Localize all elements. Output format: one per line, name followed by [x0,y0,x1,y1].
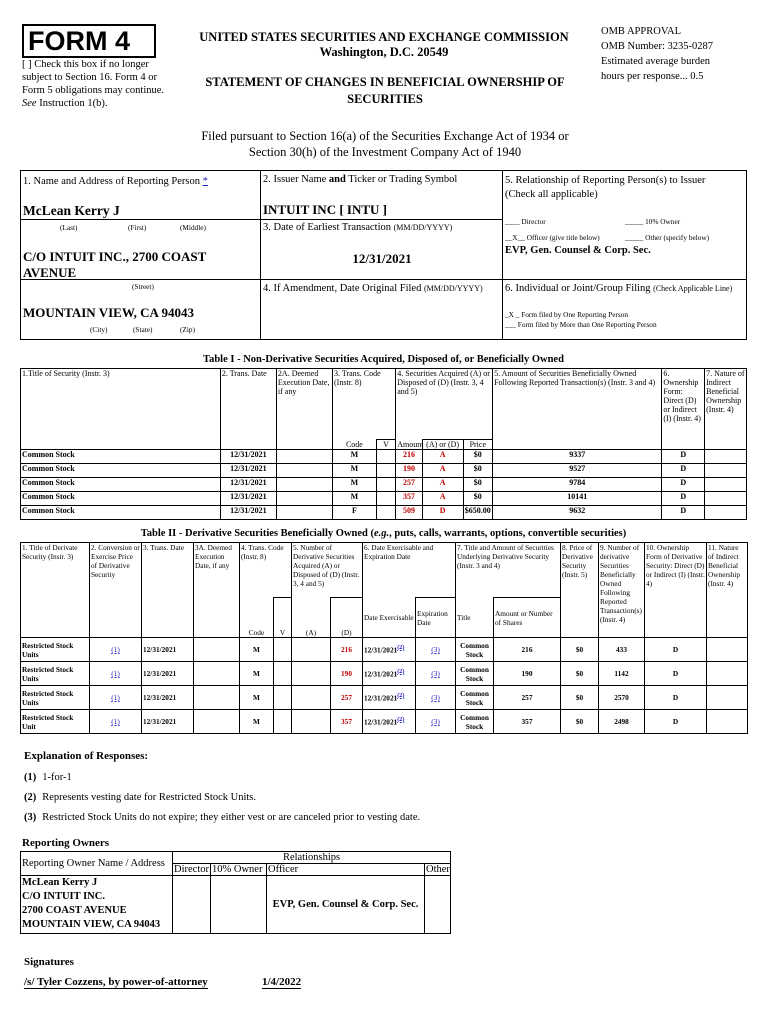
t1-v: V [376,440,395,450]
t1-cell-price: $650.00 [463,506,493,520]
t1-cell-code: M [333,492,377,506]
filed-pursuant [100,128,670,160]
t2-cell-form: D [645,662,707,686]
owner-officer-value: EVP, Gen. Counsel & Corp. Sec. [267,876,425,934]
t2-cell-empty [274,686,292,710]
t2-ex-date: 12/31/2021 [364,645,398,655]
filed-one: _X _ Form filed by One Reporting Person [505,310,629,319]
table1-row [21,450,747,464]
t2-d: (D) [331,598,363,638]
t2-cell-owned: 2570 [599,686,645,710]
t2-cell-fn[interactable]: (1) [90,638,142,662]
t2-cell-empty [707,686,748,710]
label-last: (Last) [60,223,78,232]
t2-h11: 11. Nature of Indirect Beneficial Ownership (Instr. 4) [707,543,748,638]
table2-row [21,710,748,734]
explanation-item [24,788,420,808]
t2-cell-date: 12/31/2021 [142,710,194,734]
label-city: (City) [90,325,108,334]
t2-a: (A) [292,598,331,638]
t1-cell-date: 12/31/2021 [220,506,276,520]
see-word: See [22,98,37,109]
t2-h2: 2. Conversion or Exercise Price of Derivative Security [90,543,142,638]
t1-cell-date: 12/31/2021 [220,464,276,478]
t2-cell-d: 190 [331,662,363,686]
t1-cell-price: $0 [463,450,493,464]
t1-code: Code [333,440,377,450]
t2-cell-price: $0 [561,638,599,662]
t2-cell-fn[interactable]: (1) [90,686,142,710]
t2-cell-form: D [645,638,707,662]
t1-cell-ad: A [422,464,463,478]
t1-cell-price: $0 [463,492,493,506]
explanation-item [24,808,420,828]
asterisk-link[interactable]: * [202,176,208,187]
t1-cell-title: Common Stock [21,464,221,478]
t1-cell-form: D [662,506,705,520]
t2-cell-utitle: Common Stock [456,662,494,686]
ten-pct-line: _____ 10% Owner [625,217,681,226]
t2-cell-form: D [645,710,707,734]
t1-cell-owned: 9337 [493,450,662,464]
t1-cell-code: F [333,506,377,520]
explanation-heading: Explanation of Responses: [24,750,149,762]
t1-h7: 7. Nature of Indirect Beneficial Ownership (Instr. 4) [705,369,747,450]
label-street: (Street) [132,282,154,291]
t2-h3: 3. Trans. Date [142,543,194,638]
t2-amount: Amount or Number of Shares [494,598,561,638]
filed-line-1: Filed pursuant to Section 16(a) of the Securities Exchange Act of 1934 or [201,129,569,143]
signature-value: /s/ Tyler Cozzens, by power-of-attorney [24,976,208,988]
t2-h1: 1. Title of Derivate Security (Instr. 3) [21,543,90,638]
t2-h3a: 3A. Deemed Execution Date, if any [194,543,240,638]
officer-line: __X__ Officer (give title below) [505,233,600,242]
officer-title: EVP, Gen. Counsel & Corp. Sec. [505,245,651,256]
t2-cell-form: D [645,686,707,710]
t1-cell-empty [376,464,395,478]
t1-cell-form: D [662,450,705,464]
t2-cell-empty [274,710,292,734]
owners-director: Director [174,864,209,875]
t1-cell-empty [376,492,395,506]
t1-cell-form: D [662,478,705,492]
omb-burden: Estimated average burden [601,56,711,67]
box5-label: 5. Relationship of Reporting Person(s) to Issuer (Check all applicable) [505,175,706,200]
owners-relationships: Relationships [173,852,451,864]
explanation-text: 1-for-1 [42,772,72,783]
t2-h10: 10. Ownership Form of Derivative Security: Direct (D) or Indirect (I) (Instr. 4) [645,543,707,638]
t2-cell-price: $0 [561,710,599,734]
t1-cell-ad: A [422,478,463,492]
owners-heading: Reporting Owners [22,837,110,849]
t2-cell-utitle: Common Stock [456,710,494,734]
t2-cell-date: 12/31/2021 [142,638,194,662]
t2-code: Code [240,598,274,638]
owners-table [20,851,451,934]
explanation-list [24,768,420,828]
t2-h9: 9. Number of derivative Securities Beneficially Owned Following Reported Transaction(s) (Instr. 4) [599,543,645,638]
t2-cell-title: Restricted Stock Units [21,686,90,710]
t2-cell-owned: 433 [599,638,645,662]
t2-cell-expfn[interactable]: (3) [416,686,456,710]
t2-cell-empty [292,710,331,734]
instruction-text: Instruction 1(b). [39,98,108,109]
footnote-link[interactable]: (2) [397,716,405,723]
t1-cell-title: Common Stock [21,506,221,520]
t1-h2: 2. Trans. Date [220,369,276,450]
label-middle: (Middle) [180,223,206,232]
t1-cell-empty [276,450,332,464]
t1-cell-empty [705,464,747,478]
table2-row [21,662,748,686]
t2-cell-empty [292,638,331,662]
t1-price: Price [463,440,493,450]
explanation-text: Restricted Stock Units do not expire; they either vest or are canceled prior to vesting date. [42,812,421,823]
t1-cell-code: M [333,478,377,492]
table1-row [21,492,747,506]
owners-ten-pct: 10% Owner [211,864,267,876]
earliest-date: 12/31/2021 [352,251,412,266]
t2-h4: 4. Trans. Code (Instr. 8) [240,543,292,598]
omb-approval: OMB APPROVAL [601,26,682,37]
t1-cell-title: Common Stock [21,450,221,464]
t1-cell-title: Common Stock [21,478,221,492]
t1-cell-price: $0 [463,464,493,478]
t1-cell-date: 12/31/2021 [220,450,276,464]
t2-ex-date: 12/31/2021 [364,717,398,727]
t2-exp: Expiration Date [416,598,456,638]
city-value: MOUNTAIN VIEW, CA 94043 [23,305,194,320]
t1-cell-empty [276,464,332,478]
t2-h6: 6. Date Exercisable and Expiration Date [363,543,456,598]
t1-cell-empty [705,492,747,506]
t2-cell-d: 257 [331,686,363,710]
t2-cell-ex [363,638,416,662]
t2-cell-title: Restricted Stock Unit [21,710,90,734]
t1-cell-empty [376,506,395,520]
t2-cell-price: $0 [561,686,599,710]
table1-row [21,506,747,520]
t2-cell-empty [707,638,748,662]
t1-cell-date: 12/31/2021 [220,478,276,492]
t1-cell-empty [376,450,395,464]
t1-amount: Amount [397,440,424,449]
t1-cell-ad: D [422,506,463,520]
omb-hours: hours per response... 0.5 [601,71,704,82]
reporting-person-name: McLean Kerry J [23,203,120,218]
t2-cell-amount: 357 [494,710,561,734]
t1-cell-price: $0 [463,478,493,492]
t2-cell-title: Restricted Stock Units [21,662,90,686]
form-title: FORM 4 [22,24,156,58]
t2-cell-empty [274,638,292,662]
explanation-num: (2) [24,792,37,803]
t1-h6: 6. Ownership Form: Direct (D) or Indirect (I) (Instr. 4) [662,369,705,450]
box2-label: 2. Issuer Name and Ticker or Trading Symbol [263,174,458,185]
t2-date-ex: Date Exercisable [363,598,416,638]
t1-cell-amount: 216 [396,450,423,464]
t2-cell-empty [194,710,240,734]
t1-cell-amount: 190 [396,464,423,478]
t1-cell-owned: 9527 [493,464,662,478]
t1-h3: 3. Trans. Code (Instr. 8) [333,369,396,440]
label-first: (First) [128,223,147,232]
t2-cell-amount: 257 [494,686,561,710]
omb-number: OMB Number: 3235-0287 [601,41,713,52]
t1-cell-empty [276,506,332,520]
t2-cell-empty [194,638,240,662]
t2-cell-code: M [240,686,274,710]
footnote-link[interactable]: (2) [397,644,405,651]
t2-cell-d: 216 [331,638,363,662]
t2-cell-empty [707,662,748,686]
table2-row [21,686,748,710]
t1-cell-empty [705,506,747,520]
t2-cell-expfn[interactable]: (3) [416,662,456,686]
other-line: _____ Other (specify below) [625,233,710,242]
t2-cell-date: 12/31/2021 [142,662,194,686]
t1-cell-owned: 10141 [493,492,662,506]
issuer-value: INTUIT INC [ INTU ] [263,202,388,217]
t1-cell-date: 12/31/2021 [220,492,276,506]
t2-cell-amount: 216 [494,638,561,662]
t2-h7: 7. Title and Amount of Securities Underlying Derivative Security (Instr. 3 and 4) [456,543,561,598]
box4-label: 4. If Amendment, Date Original Filed (MM/DD/YYYY) [263,283,483,294]
statement-title: STATEMENT OF CHANGES IN BENEFICIAL OWNERSHIP OF SECURITIES [205,75,565,106]
filed-line-2: Section 30(h) of the Investment Company Act of 1940 [248,145,522,159]
checkbox-text: [ ] Check this box if no longer subject to Section 16. Form 4 or Form 5 obligations may continue. [22,59,165,96]
table1 [20,368,747,520]
agency-name: UNITED STATES SECURITIES AND EXCHANGE COMMISSION [199,30,569,44]
t2-cell-owned: 1142 [599,662,645,686]
director-line: ____ Director [505,217,546,226]
t2-cell-empty [707,710,748,734]
t2-ex-date: 12/31/2021 [364,669,398,679]
t1-cell-amount: 357 [396,492,423,506]
t2-h8: 8. Price of Derivative Security (Instr. 5) [561,543,599,638]
agency-city: Washington, D.C. 20549 [319,45,449,59]
table2-row [21,638,748,662]
box6-label: 6. Individual or Joint/Group Filing (Check Applicable Line) [505,283,733,294]
box3-label: 3. Date of Earliest Transaction (MM/DD/YYYY) [263,222,453,233]
signatures-heading: Signatures [24,956,74,968]
t2-cell-empty [292,662,331,686]
t2-cell-fn[interactable]: (1) [90,662,142,686]
t1-cell-amount: 257 [396,478,423,492]
t2-cell-ex [363,710,416,734]
t2-cell-empty [274,662,292,686]
t2-cell-ex [363,686,416,710]
table1-title: Table I - Non-Derivative Securities Acquired, Disposed of, or Beneficially Owned [203,354,564,365]
t1-cell-empty [276,492,332,506]
t2-cell-empty [194,686,240,710]
t1-cell-empty [376,478,395,492]
filed-more: ___ Form filed by More than One Reporting Person [505,320,657,329]
t2-cell-empty [292,686,331,710]
t2-cell-d: 357 [331,710,363,734]
t2-cell-empty [194,662,240,686]
t1-cell-amount: 509 [396,506,423,520]
t2-cell-code: M [240,638,274,662]
explanation-text: Represents vesting date for Restricted Stock Units. [42,792,256,803]
t1-cell-owned: 9632 [493,506,662,520]
t1-cell-form: D [662,464,705,478]
t2-cell-expfn[interactable]: (3) [416,638,456,662]
explanation-item [24,768,420,788]
owner-address: McLean Kerry J C/O INTUIT INC. 2700 COAST AVENUE MOUNTAIN VIEW, CA 94043 [21,876,173,934]
street-value: C/O INTUIT INC., 2700 COAST AVENUE [23,249,207,280]
t1-cell-code: M [333,464,377,478]
t2-cell-ex [363,662,416,686]
t1-cell-form: D [662,492,705,506]
t1-cell-code: M [333,450,377,464]
explanation-num: (1) [24,772,37,783]
table2 [20,542,748,734]
table1-row [21,478,747,492]
label-zip: (Zip) [180,325,195,334]
t2-cell-code: M [240,710,274,734]
t2-cell-expfn[interactable]: (3) [416,710,456,734]
signature-date: 1/4/2022 [262,976,302,988]
t2-cell-utitle: Common Stock [456,686,494,710]
box1-label: 1. Name and Address of Reporting Person * [23,176,208,187]
owners-col-name: Reporting Owner Name / Address [21,852,173,876]
owners-officer: Officer [267,864,425,876]
t2-cell-fn[interactable]: (1) [90,710,142,734]
t2-v: V [274,598,292,638]
t1-h2a: 2A. Deemed Execution Date, if any [276,369,332,450]
t1-cell-empty [705,450,747,464]
footnote-link[interactable]: (2) [397,668,405,675]
t1-cell-empty [276,478,332,492]
t1-cell-ad: A [422,492,463,506]
t1-cell-empty [705,478,747,492]
t1-cell-title: Common Stock [21,492,221,506]
t2-cell-utitle: Common Stock [456,638,494,662]
t2-cell-date: 12/31/2021 [142,686,194,710]
t2-cell-amount: 190 [494,662,561,686]
t1-h5: 5. Amount of Securities Beneficially Owned Following Reported Transaction(s) (Instr. 3 and 4) [493,369,662,450]
t1-h4: 4. Securities Acquired (A) or Disposed of (D) (Instr. 3, 4 and 5) [396,369,493,440]
t2-cell-price: $0 [561,662,599,686]
omb-box [601,24,761,84]
t2-cell-code: M [240,662,274,686]
t2-ex-date: 12/31/2021 [364,693,398,703]
t2-cell-title: Restricted Stock Units [21,638,90,662]
explanation-num: (3) [24,812,37,823]
owners-other: Other [426,864,450,875]
table2-title: Table II - Derivative Securities Beneficially Owned (e.g., puts, calls, warrants, options, convertible securities) [140,528,627,539]
label-state: (State) [133,325,153,334]
t2-cell-owned: 2498 [599,710,645,734]
t2-h5: 5. Number of Derivative Securities Acquired (A) or Disposed of (D) (Instr. 3, 4 and 5) [292,543,363,598]
t1-cell-ad: A [422,450,463,464]
table1-row [21,464,747,478]
t1-aord: (A) or (D) [422,440,463,450]
t1-h1: 1.Title of Security (Instr. 3) [21,369,221,450]
footnote-link[interactable]: (2) [397,692,405,699]
t1-cell-owned: 9784 [493,478,662,492]
t2-title: Title [456,598,494,638]
checkbox-note [22,58,172,110]
